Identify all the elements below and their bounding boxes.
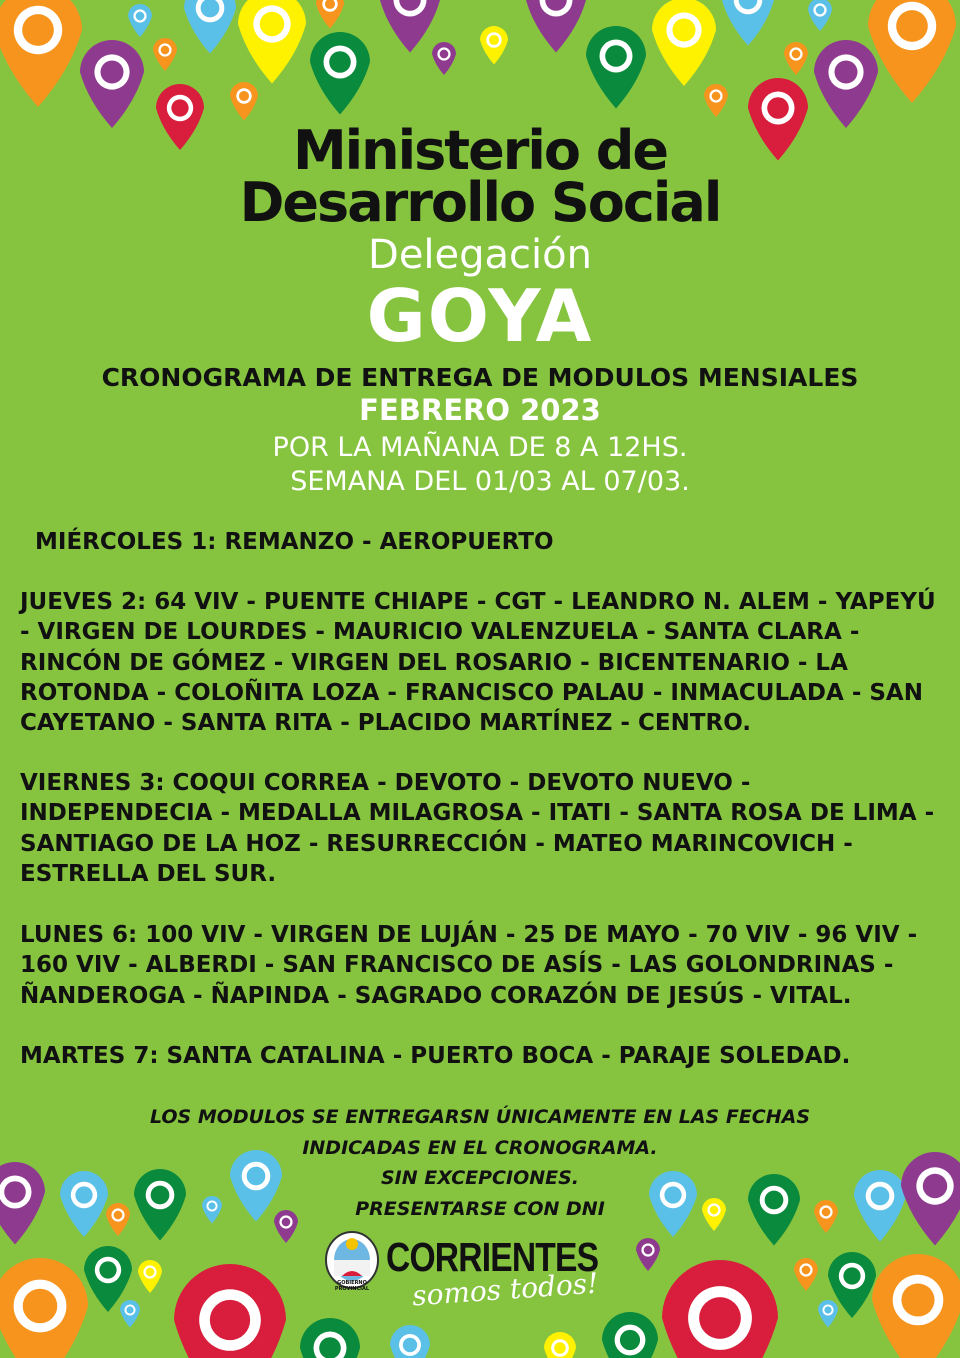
note-line: PRESENTARSE CON DNI bbox=[355, 1197, 605, 1220]
map-pin-icon bbox=[230, 82, 258, 121]
map-pin-icon bbox=[138, 1260, 162, 1293]
note-line: LOS MODULOS SE ENTREGARSN ÚNICAMENTE EN LAS FECHAS bbox=[149, 1106, 811, 1128]
map-pin-icon bbox=[784, 42, 808, 75]
map-pin-icon bbox=[704, 84, 728, 117]
ministry-title-line1: Ministerio de bbox=[292, 119, 668, 182]
note-line: SIN EXCEPCIONES. bbox=[380, 1167, 579, 1189]
map-pin-icon bbox=[316, 0, 344, 29]
map-pin-icon bbox=[238, 0, 306, 84]
map-pin-icon bbox=[794, 1258, 818, 1291]
map-pin-icon bbox=[300, 1318, 360, 1358]
map-pin-icon bbox=[432, 42, 456, 75]
map-pin-icon bbox=[586, 26, 646, 109]
map-pin-icon bbox=[380, 0, 440, 53]
schedule-week: SEMANA DEL 01/03 AL 07/03. bbox=[290, 466, 690, 497]
map-pin-icon bbox=[184, 0, 236, 54]
delegation-label: Delegación bbox=[368, 232, 592, 278]
map-pin-icon bbox=[868, 0, 956, 103]
map-pin-icon bbox=[0, 0, 82, 107]
map-pin-icon bbox=[662, 1260, 778, 1358]
map-pin-icon bbox=[310, 32, 370, 115]
map-pin-icon bbox=[722, 0, 774, 46]
schedule-day-thursday: JUEVES 2: 64 VIV - PUENTE CHIAPE - CGT - LEANDRO N. ALEM - YAPEYÚ - VIRGEN DE LOURDES - MAURICIO VALENZUELA - SANTA CLARA - RINCÓN DE GÓMEZ - VIRGEN DEL ROSARIO - BICENTENARIO - LA ROTONDA - COLOÑITA LOZA - FRANCISCO PALAU - INMACULADA - SAN CAYETANO - SANTA RITA - PLACIDO MARTÍNEZ - CENTRO. bbox=[20, 589, 936, 737]
government-seal-label: GOBIERNO PROVINCIAL bbox=[334, 1280, 370, 1292]
schedule-day-monday: LUNES 6: 100 VIV - VIRGEN DE LUJÁN - 25 DE MAYO - 70 VIV - 96 VIV - 160 VIV - ALBERDI - SAN FRANCISCO DE ASÍS - LAS GOLONDRINAS - ÑANDEROGA - ÑAPINDA - SAGRADO CORAZÓN DE JESÚS - VITAL. bbox=[20, 922, 918, 1009]
map-pin-icon bbox=[480, 26, 508, 65]
map-pin-icon bbox=[652, 0, 716, 86]
map-pin-icon bbox=[390, 1325, 430, 1358]
map-pin-icon bbox=[814, 40, 878, 128]
delivery-notes bbox=[0, 1102, 960, 1224]
map-pin-icon bbox=[636, 1238, 660, 1271]
map-pin-icon bbox=[80, 40, 144, 128]
map-pin-icon bbox=[818, 1300, 838, 1328]
map-pin-icon bbox=[872, 1254, 960, 1358]
schedule-month: FEBRERO 2023 bbox=[359, 393, 601, 427]
map-pin-icon bbox=[526, 0, 586, 53]
schedule-title: CRONOGRAMA DE ENTREGA DE MODULOS MENSIALES bbox=[101, 363, 859, 392]
map-pin-icon bbox=[153, 38, 177, 71]
city-name: GOYA bbox=[366, 274, 594, 358]
schedule-day-friday: VIERNES 3: COQUI CORREA - DEVOTO - DEVOTO NUEVO - INDEPENDECIA - MEDALLA MILAGROSA - ITATI - SANTA ROSA DE LIMA - SANTIAGO DE LA HOZ - RESURRECCIÓN - MATEO MARINCOVICH - ESTRELLA DEL SUR. bbox=[20, 770, 935, 887]
corrientes-logo bbox=[320, 1228, 620, 1318]
map-pin-icon bbox=[120, 1300, 140, 1328]
map-pin-icon bbox=[174, 1264, 286, 1358]
province-name: CORRIENTES bbox=[386, 1234, 599, 1280]
map-pin-icon bbox=[544, 1332, 576, 1358]
map-pin-icon bbox=[602, 1312, 658, 1358]
map-pin-icon bbox=[128, 4, 152, 37]
map-pin-icon bbox=[0, 1258, 88, 1358]
map-pin-icon bbox=[808, 0, 832, 31]
schedule-day-wednesday: MIÉRCOLES 1: REMANZO - AEROPUERTO bbox=[35, 529, 554, 555]
province-slogan: somos todos! bbox=[411, 1266, 600, 1313]
ministry-title-line2: Desarrollo Social bbox=[239, 171, 721, 234]
schedule-day-tuesday: MARTES 7: SANTA CATALINA - PUERTO BOCA - PARAJE SOLEDAD. bbox=[20, 1043, 851, 1069]
schedule-hours: POR LA MAÑANA DE 8 A 12HS. bbox=[272, 432, 688, 463]
note-line: INDICADAS EN EL CRONOGRAMA. bbox=[302, 1136, 658, 1159]
